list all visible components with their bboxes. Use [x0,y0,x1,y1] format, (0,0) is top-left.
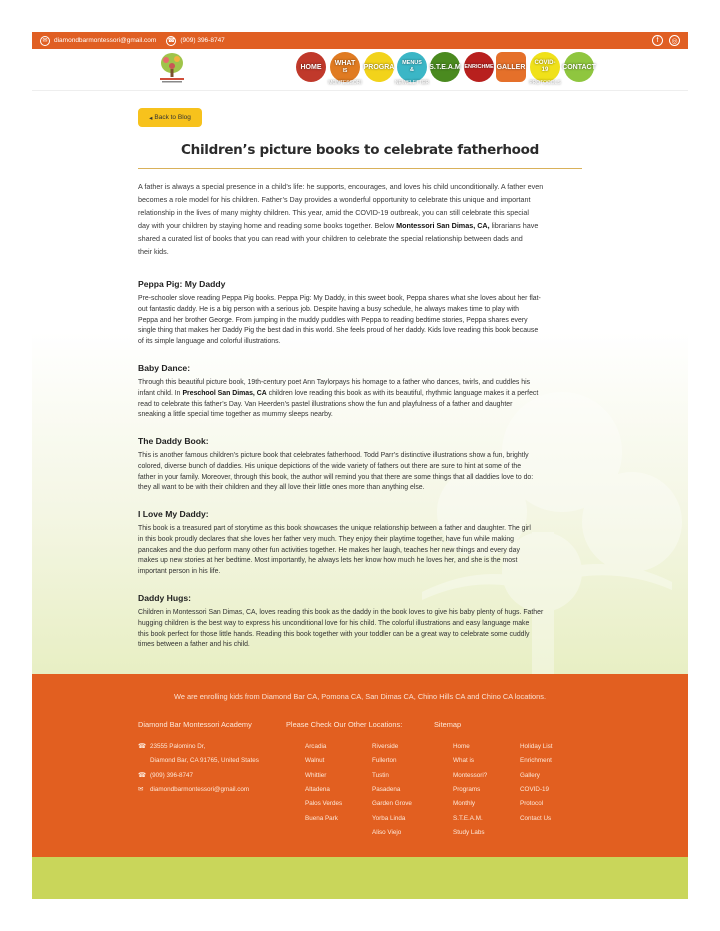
body-line: pancakes and the duo perform many other fun activities together. He makes her laugh, teaches her new things and every day [138,546,520,554]
body-line: of its simple language and colorful illustrations. [138,338,281,346]
location-link[interactable]: Arcadia [305,743,327,750]
body-text: children love reading this book as with its beautiful, rhythmic language makes it a perfect [266,389,539,397]
nav-covid-sub: PROTOCOLS [529,80,561,86]
section-body [138,378,584,421]
location-link[interactable]: Buena Park [305,815,338,822]
sitemap-link[interactable]: Enrichment [520,757,552,764]
sitemap-link[interactable]: COVID-19 [520,786,550,793]
nav-what-sub: MONTESSORI [328,80,362,86]
sitemap-link[interactable]: Contact Us [520,815,552,822]
sitemap-link[interactable]: Gallery [520,772,540,779]
sitemap-link[interactable]: S.T.E.A.M. [453,815,483,822]
body-line: read to celebrate this father’s Day. Van Heerden’s pastel illustrations show the fun and playfulness of a father and daughter [138,400,513,408]
section-body [138,608,584,651]
nav-what-is-montessori[interactable] [328,52,362,86]
nav-gallery[interactable] [496,52,526,82]
top-bar [32,32,688,49]
location-link[interactable]: Riverside [372,743,399,750]
site-footer [32,674,688,857]
body-line: Children in Montessori San Dimas, CA, loves reading this book as the daddy in the book loves to give his baby plenty of hugs. Father [138,609,544,616]
title-divider [138,168,582,169]
footer-sitemap-heading: Sitemap [434,720,462,729]
topbar-phone[interactable]: (909) 396-8747 [180,37,225,44]
body-line: This book is a treasured part of storytime as this book showcases the unique relationship between a father and daughter. The girl [138,525,531,532]
footer-school-heading: Diamond Bar Montessori Academy [138,720,252,729]
sitemap-link[interactable]: Montessori? [453,772,488,779]
nav-gallery-label: GALLER [496,63,526,71]
section-heading: Peppa Pig: My Daddy [138,279,226,289]
location-link[interactable]: Fullerton [372,757,397,764]
email-icon: ✉ [138,786,144,793]
article-intro [138,180,584,258]
article-title: Children’s picture books to celebrate fatherhood [181,142,539,158]
nav-home[interactable] [296,52,326,82]
nav-enrichment[interactable] [464,52,494,82]
intro-location-link[interactable]: Montessori San Dimas, CA, [396,221,490,230]
intro-line: A father is always a special presence in a child’s life: he supports, encourages, and loves his child unconditionally. A father even [138,182,544,191]
social-links [652,35,680,46]
location-link[interactable]: Aliso Viejo [372,829,402,836]
location-link[interactable]: Altadena [305,786,330,793]
back-to-blog-label: Back to Blog [154,114,191,121]
main-nav [296,52,616,92]
nav-steam[interactable] [430,52,460,82]
body-line: they all want to be with their children and they all love their little ones more than anything else. [138,484,425,492]
intro-line [138,219,584,232]
location-link[interactable]: Palos Verdes [305,800,343,807]
nav-menus-newsletter[interactable] [394,52,430,86]
body-line: sneaking a little special time together as mummy sleeps nearby. [138,411,333,419]
sitemap-link[interactable]: Monthly [453,800,476,807]
body-line: single thing that makes her Daddy Pig the best dad in this world. She feels proud of her daddy. Kids love reading this book because [138,327,539,335]
nav-covid-label: COVID- 19 [534,60,556,73]
intro-text: day with your children by staying home and reading some books together. Below [138,221,395,230]
nav-enrichment-label: ENRICHME [464,63,494,70]
body-line: in this book proudly declares that she loves her father very much. They enjoy their playtime together, have fun while making [138,535,514,543]
body-line: out fantastic daddy. He is a big person with a serious job. Despite having a busy schedule, he always makes time to play with [138,305,519,313]
facebook-icon[interactable]: f [652,35,663,46]
body-line: times between a father and his child. [138,641,250,649]
body-line: Through this beautiful picture book, 19th-century poet Ann Taylorpays his homage to a father who dances, twirls, and cuddles his [138,379,531,386]
intro-line: relationship in the lives of many mighty children. This year, amid the COVID-19 outbreak, you can still celebrate this special [138,208,529,217]
sitemap-link[interactable]: Holiday List [520,743,553,750]
nav-home-label: HOME [300,63,322,71]
body-line: This is another famous children’s picture book that celebrates fatherhood. Todd Parr’s distinctive illustrations show a fun, brightly [138,452,529,459]
nav-what-label: WHAT IS [334,59,356,74]
body-line: this book perfect for those little hands. Reading this book together with your toddler can be a great way to celebrate some cuddly [138,630,530,638]
nav-programs[interactable] [364,52,394,82]
email-icon: ✉ [40,36,50,46]
footer-address-line2: Diamond Bar, CA 91765, United States [150,757,259,764]
intro-line: their kids. [138,247,169,256]
location-link[interactable]: Whittier [305,772,327,779]
sitemap-link[interactable]: Protocol [520,800,544,807]
footer-address-line1: 23555 Palomino Dr, [150,743,206,750]
section-heading: Baby Dance: [138,363,191,373]
footer-bottom-band [32,857,688,899]
body-line [138,389,584,400]
nav-covid-protocols[interactable] [529,52,561,86]
back-to-blog-button[interactable] [138,108,202,127]
nav-menus-sub: NEWSLETTER [394,80,430,86]
sitemap-link[interactable]: What is [453,757,474,764]
phone-icon: ☎ [138,743,147,750]
section-body [138,294,584,348]
nav-steam-label: S.T.E.A.M [429,63,461,71]
location-link[interactable]: Walnut [305,757,325,764]
body-text: infant child. In [138,389,181,397]
instagram-icon[interactable]: ◎ [669,35,680,46]
phone-icon: ☎ [138,772,147,779]
section-heading: I Love My Daddy: [138,509,209,519]
phone-icon: ☎ [166,36,176,46]
intro-text: librarians have [489,221,539,230]
site-header [32,49,688,91]
sitemap-link[interactable]: Programs [453,786,481,793]
enrollment-notice: We are enrolling kids from Diamond Bar CA, Pomona CA, San Dimas CA, Chino Hills CA and Chino CA locations. [173,692,547,701]
nav-menus-label: MENUS & [402,60,422,73]
body-line: hugging children is the best way to express his unconditional love for his child. The colorful illustrations and easy language make [138,619,530,627]
footer-locations-heading: Please Check Our Other Locations: [286,720,403,729]
body-line: makes up new stories at her bedtime. Most importantly, he always lets her know how much he loves her, and she is the most [138,557,518,565]
location-link[interactable]: Pasadena [372,786,401,793]
section-heading: The Daddy Book: [138,436,209,446]
section-heading: Daddy Hugs: [138,593,191,603]
location-link[interactable]: Yorba Linda [372,815,406,822]
sitemap-link[interactable]: Home [453,743,470,750]
location-link[interactable]: Garden Grove [372,800,412,807]
school-logo[interactable] [156,51,188,85]
topbar-email[interactable]: diamondbarmontessori@gmail.com [54,37,157,44]
preschool-location-link[interactable]: Preschool San Dimas, CA [182,389,267,397]
section-body [138,524,584,578]
section-body [138,451,584,494]
nav-contact[interactable] [564,52,594,82]
footer-email[interactable]: diamondbarmontessori@gmail.com [150,786,250,793]
body-line: important person in his life. [138,568,221,576]
body-line: father in your family. Moreover, through this book, the author will remind you that there are some things that all daddies love to do: [138,473,534,481]
sitemap-link[interactable]: Study Labs [453,829,485,836]
body-line: colored, diverse bunch of daddies. His unique depictions of the wide variety of fathers out there are sure to hint at some of the [138,462,522,470]
footer-phone[interactable]: (909) 396-8747 [150,772,194,779]
body-line: Peppa and her brother George. From jumping in the muddy puddles with Peppa to reading bedtime stories, Peppa shares every [138,316,528,324]
chevron-left-icon: ◂ [149,114,153,122]
intro-line: becomes a role model for his children. Father’s Day provides a wonderful opportunity to celebrate this unique and important [138,195,531,204]
nav-contact-label: CONTACT [562,63,596,71]
nav-programs-label: PROGRA [363,63,395,71]
body-line: Pre-schooler slove reading Peppa Pig books. Peppa Pig: My Daddy, in this sweet book, Peppa shares what she loves about her flat- [138,295,541,302]
page [32,32,688,899]
location-link[interactable]: Tustin [372,772,389,779]
intro-line: shared a curated list of books that you can read with your children to celebrate the special relationship between dads and [138,234,523,243]
